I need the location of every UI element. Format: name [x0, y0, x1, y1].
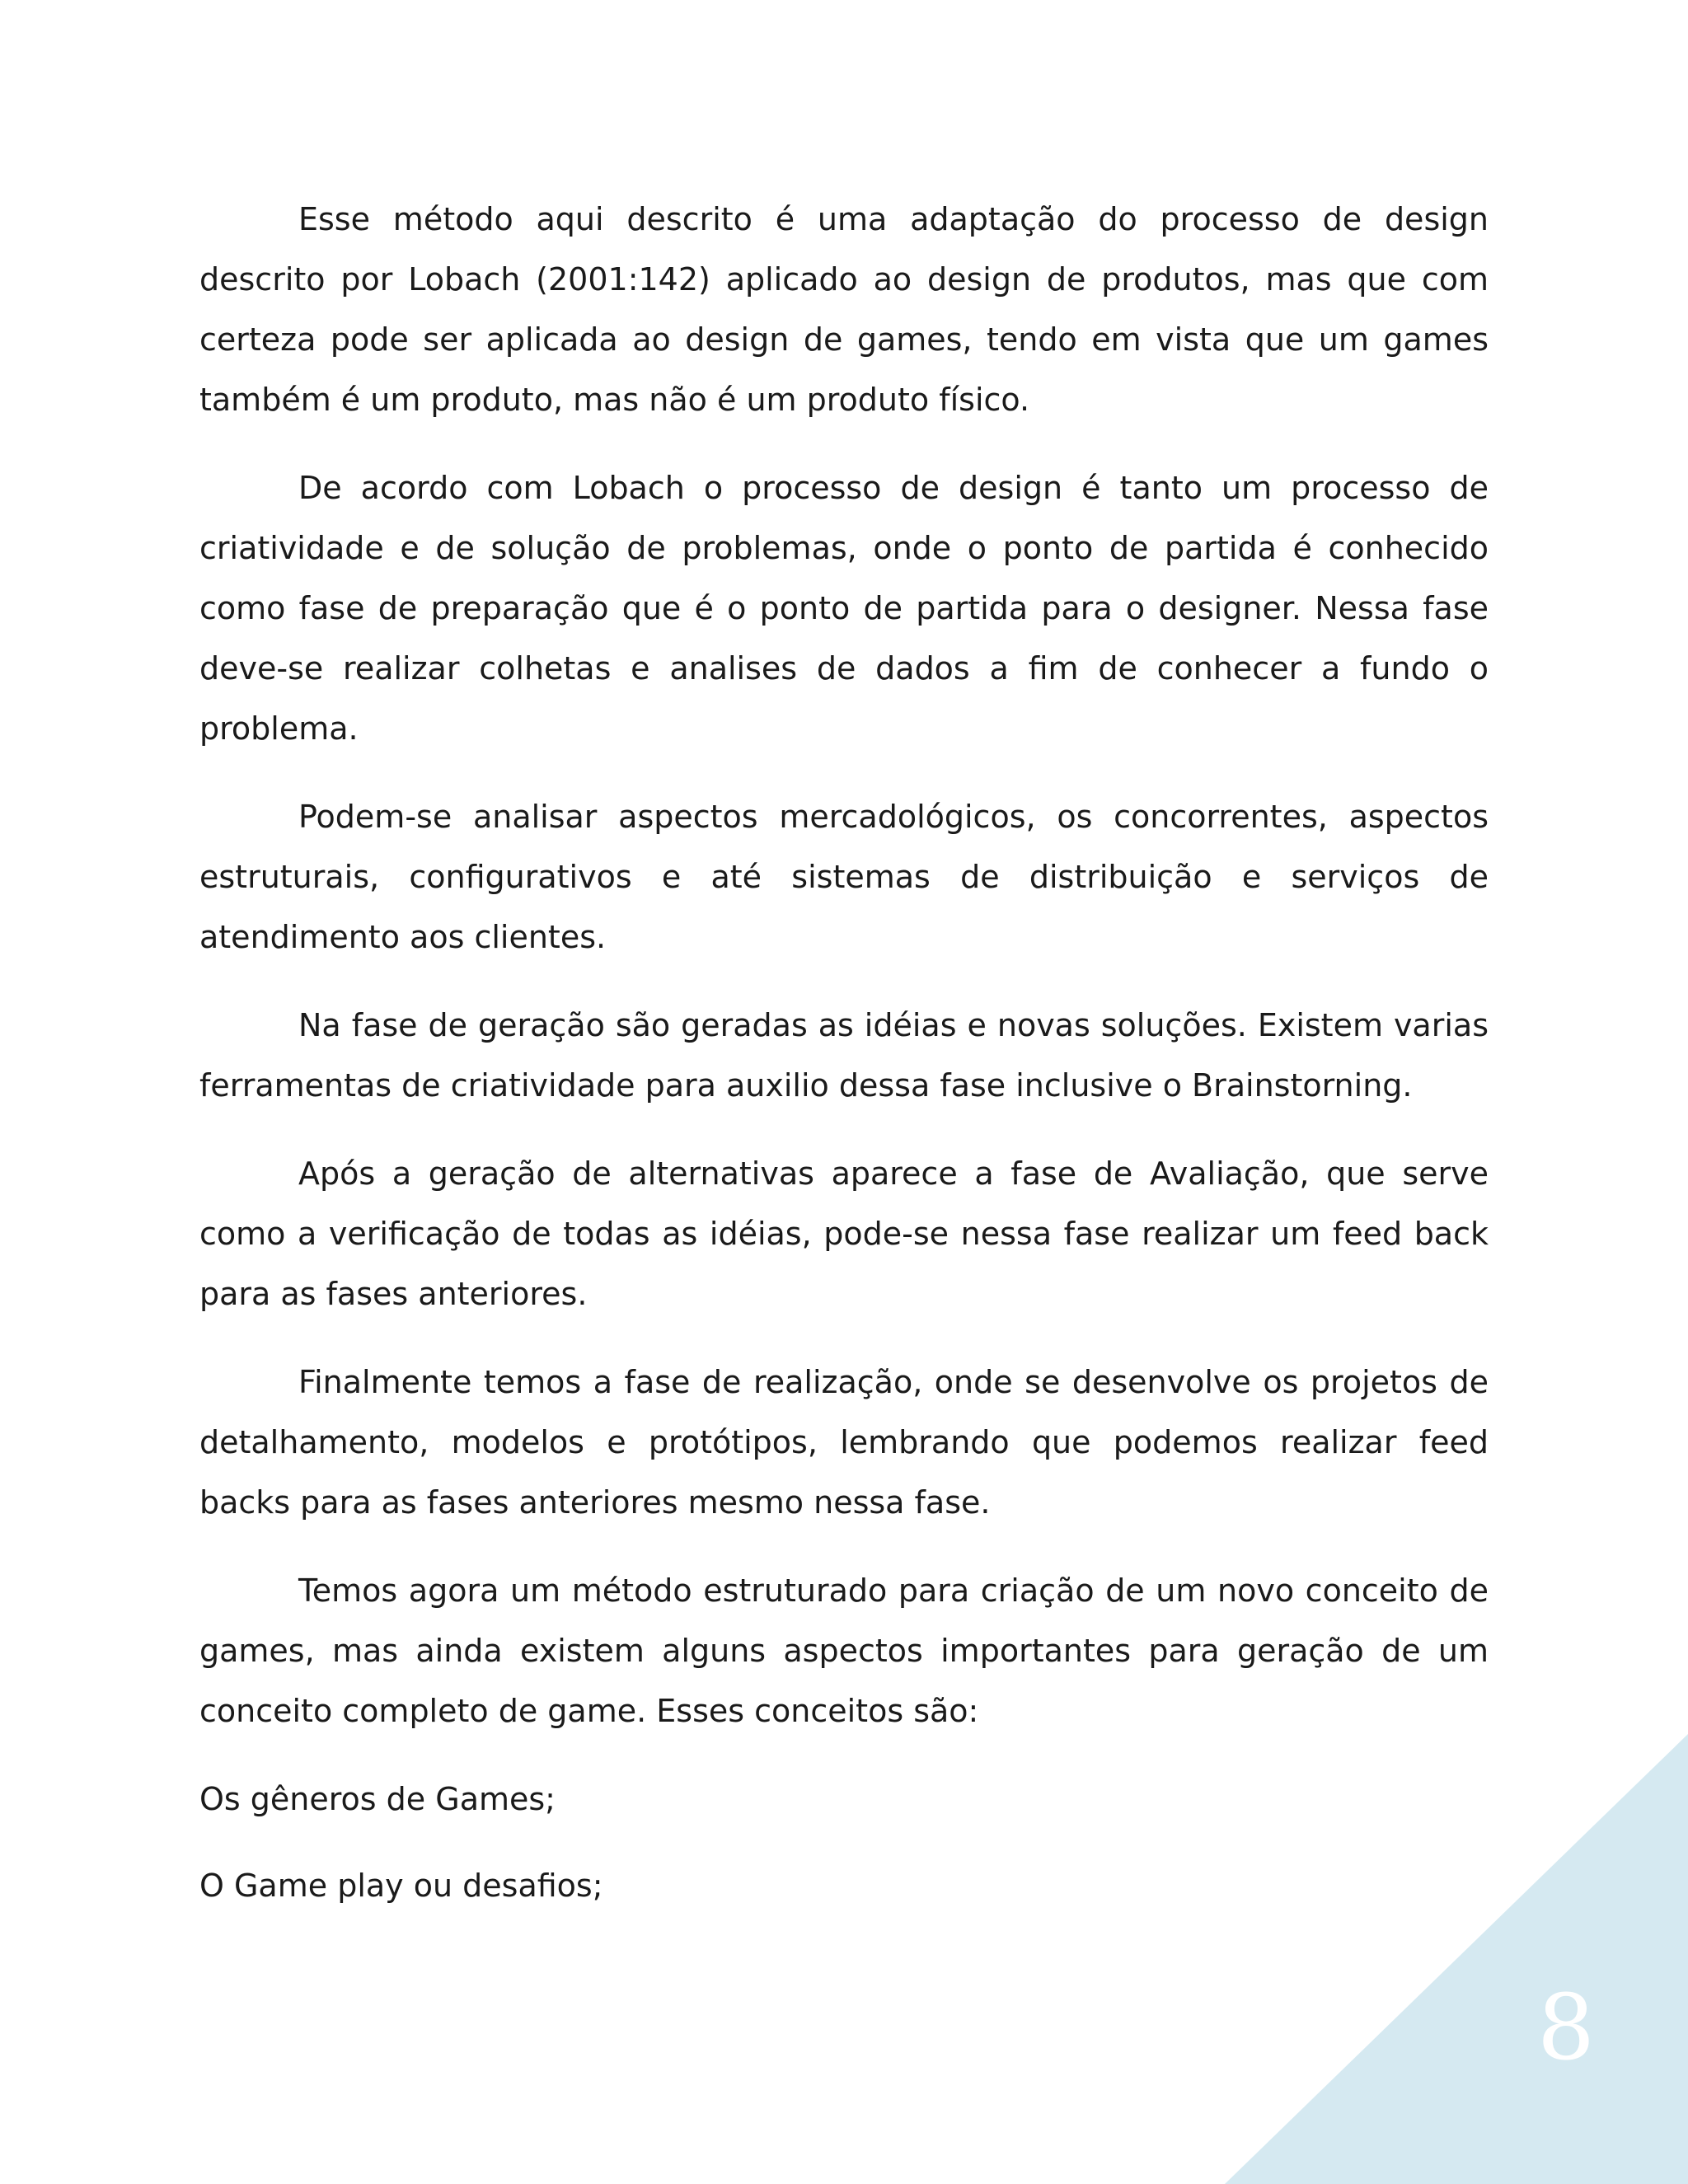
- paragraph: Esse método aqui descrito é uma adaptação do processo de design descrito por Lobach (2001:142) aplicado ao design de produtos, mas que com certeza pode ser aplicada ao design de games, tendo em vista que um games também é um produto, mas não é um produto físico.: [199, 201, 1489, 418]
- paragraph: Na fase de geração são geradas as idéias e novas soluções. Existem varias ferramentas de criatividade para auxilio dessa fase inclusive o Brainstorning.: [199, 1007, 1489, 1104]
- page-number: 8: [1537, 1975, 1595, 2080]
- paragraph: De acordo com Lobach o processo de design é tanto um processo de criatividade e de solução de problemas, onde o ponto de partida é conhecido como fase de preparação que é o ponto de partida para o designer. Nessa fase deve-se realizar colhetas e analises de dados a fim de conhecer a fundo o problema.: [199, 470, 1489, 747]
- list-item: O Game play ou desafios;: [199, 1868, 603, 1904]
- paragraph: Finalmente temos a fase de realização, onde se desenvolve os projetos de detalhamento, modelos e protótipos, lembrando que podemos realizar feed backs para as fases anteriores mesmo nessa fase.: [199, 1364, 1489, 1521]
- paragraph: Após a geração de alternativas aparece a fase de Avaliação, que serve como a verificação de todas as idéias, pode-se nessa fase realizar um feed back para as fases anteriores.: [199, 1155, 1489, 1312]
- paragraph: Temos agora um método estruturado para criação de um novo conceito de games, mas ainda existem alguns aspectos importantes para geração de um conceito completo de game. Esses conceitos são:: [199, 1572, 1489, 1729]
- list-item: Os gêneros de Games;: [199, 1781, 556, 1817]
- paragraph: Podem-se analisar aspectos mercadológicos, os concorrentes, aspectos estruturais, configurativos e até sistemas de distribuição e serviços de atendimento aos clientes.: [199, 799, 1489, 955]
- body-text: [199, 190, 1489, 1943]
